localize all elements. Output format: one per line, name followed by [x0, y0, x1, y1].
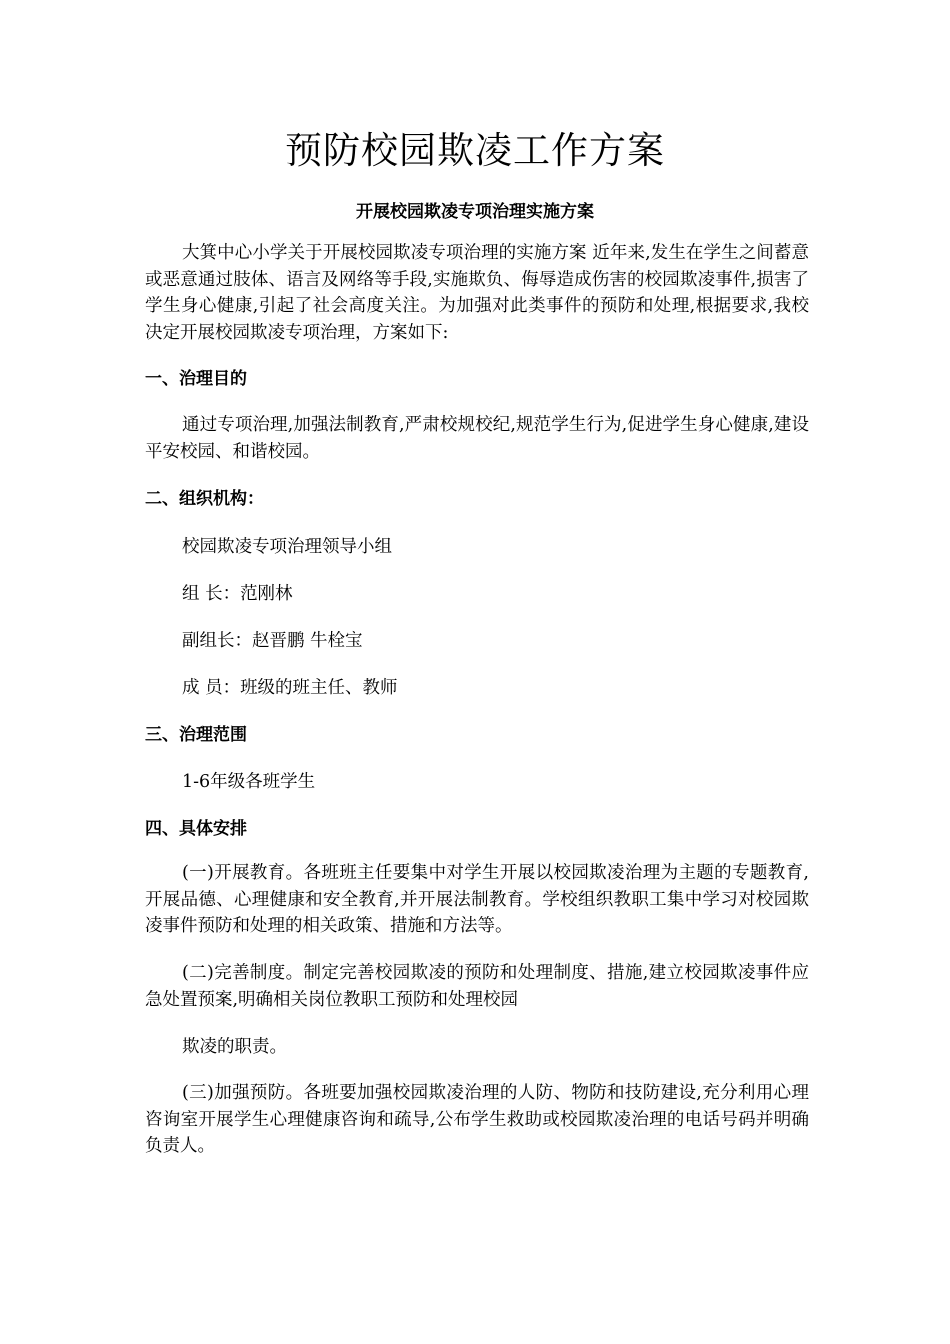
arrangement-item-system-continued: 欺凌的职责。	[182, 1037, 287, 1057]
arrangement-item-system: (二)完善制度。制定完善校园欺凌的预防和处理制度、措施,建立校园欺凌事件应急处置预案,明确相关岗位教职工预防和处理校园	[145, 963, 809, 1010]
group-members: 成 员：班级的班主任、教师	[182, 678, 398, 698]
document-subtitle: 开展校园欺凌专项治理实施方案	[356, 202, 594, 222]
section-heading-scope: 三、治理范围	[145, 725, 247, 745]
section-heading-organization: 二、组织机构：	[145, 489, 264, 509]
section-heading-arrangement: 四、具体安排	[145, 819, 247, 839]
arrangement-item-education: (一)开展教育。各班班主任要集中对学生开展以校园欺凌治理为主题的专题教育,开展品德、心理健康和安全教育,并开展法制教育。学校组织教职工集中学习对校园欺凌事件预防和处理的相关政策、措施和方法等。	[145, 863, 809, 936]
group-name: 校园欺凌专项治理领导小组	[182, 537, 392, 557]
document-title: 预防校园欺凌工作方案	[285, 129, 665, 172]
group-deputy: 副组长：赵晋鹏 牛栓宝	[182, 631, 363, 651]
arrangement-item-prevention: (三)加强预防。各班要加强校园欺凌治理的人防、物防和技防建设,充分利用心理咨询室开展学生心理健康咨询和疏导,公布学生救助或校园欺凌治理的电话号码并明确负责人。	[145, 1083, 809, 1156]
scope-text: 1-6年级各班学生	[182, 772, 316, 792]
goal-paragraph: 通过专项治理,加强法制教育,严肃校规校纪,规范学生行为,促进学生身心健康,建设平安校园、和谐校园。	[145, 415, 809, 462]
group-leader: 组 长：范刚林	[182, 584, 293, 604]
section-heading-goal: 一、治理目的	[145, 369, 247, 389]
intro-paragraph: 大箕中心小学关于开展校园欺凌专项治理的实施方案 近年来,发生在学生之间蓄意或恶意通过肢体、语言及网络等手段,实施欺负、侮辱造成伤害的校园欺凌事件,损害了学生身心健康,引起了社会高度关注。为加强对此类事件的预防和处理,根据要求,我校决定开展校园欺凌专项治理，方案如下:	[145, 243, 809, 343]
